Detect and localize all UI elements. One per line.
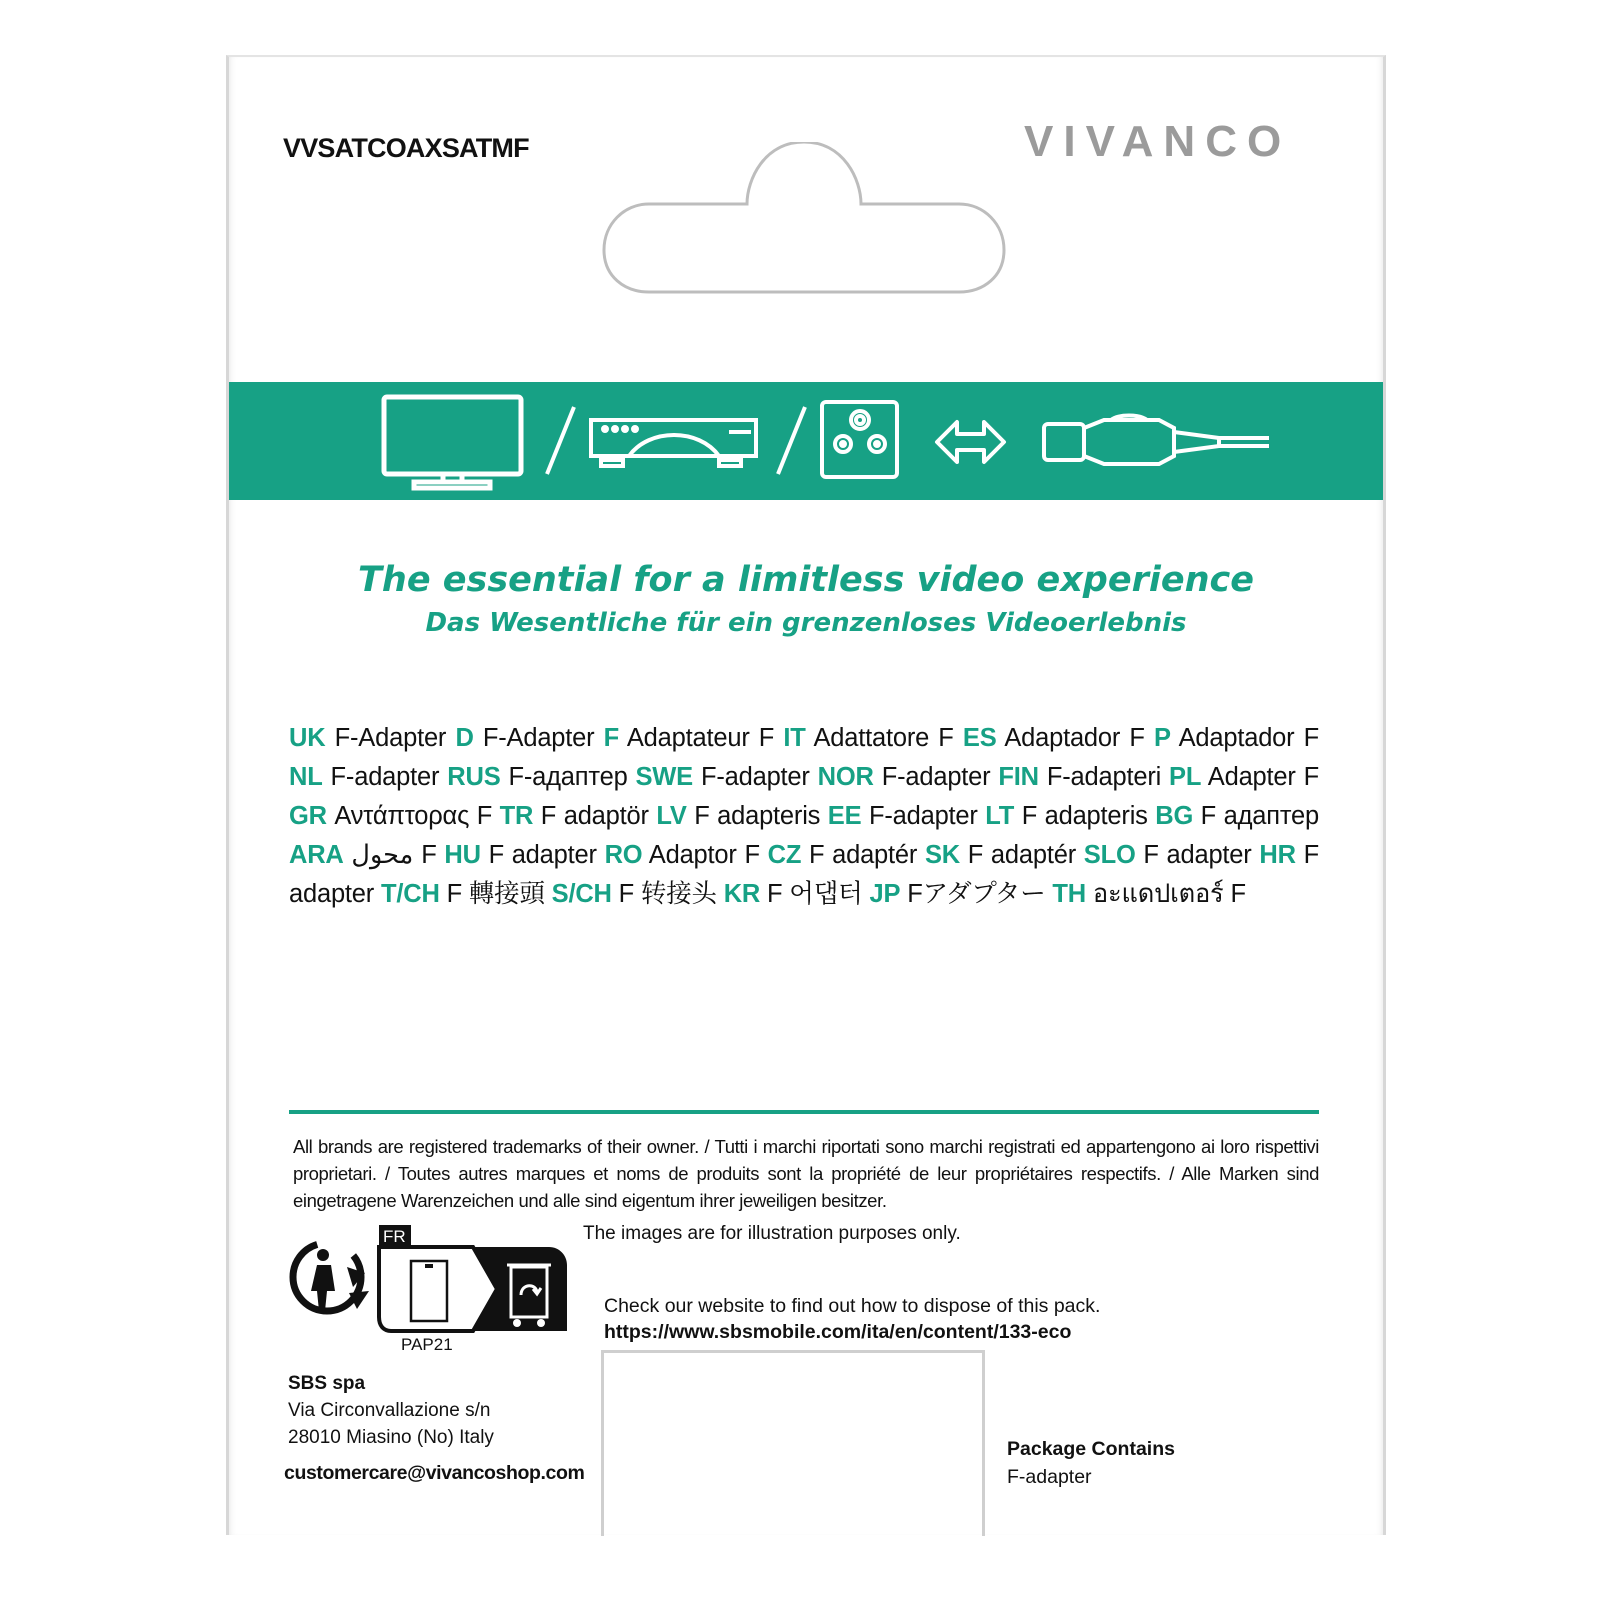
company-street: Via Circonvallazione s/n [288,1400,491,1421]
language-translation: F adaptör [540,802,649,830]
language-translation: F adapter [488,841,597,869]
language-code: RUS [447,763,501,791]
slash-divider [778,407,805,474]
language-code: EE [827,802,862,830]
language-translation: อะแดปเตอร์ F [1092,880,1246,908]
disposal-text: Check our website to find out how to dispose of this pack. [604,1295,1101,1317]
language-code: TR [499,802,534,830]
language-code: JP [869,880,901,908]
language-translation: F-adapteri [1046,763,1162,791]
icon-band [229,382,1383,500]
language-translation: F-adapter [700,763,810,791]
language-translation: F adaptér [967,841,1076,869]
language-translation: F-Adapter [482,724,595,752]
language-translation: Fアダプター [907,880,1046,908]
package-back [226,55,1386,1535]
language-translation: F 어댑터 [767,880,863,908]
set-top-box-icon [591,420,756,466]
language-code: ES [962,724,997,752]
language-translation: F-adapter [881,763,991,791]
recycling-country: FR [383,1227,406,1246]
slash-divider [547,407,574,474]
language-list [289,719,1319,914]
language-translation: Adaptor F [648,841,760,869]
legal-trademark-text: All brands are registered trademarks of their owner. / Tutti i marchi riportati sono marchi registrati ed appartengono ai loro rispettivi proprietari. / Toutes autres marques et noms de produits sont la propriété de leur propriétaires respectifs. / Alle Marken sind eingetragene Warenzeichen und alle sind eigentum ihrer jeweiligen besitzer. [293,1136,1319,1211]
language-translation: F adaptér [808,841,918,869]
language-translation: Adapter F [1207,763,1320,791]
language-code: CZ [767,841,802,869]
language-translation: F-Adapter [334,724,447,752]
language-code: SLO [1083,841,1136,869]
brand-logo: VIVANCO [1024,117,1292,166]
company-city: 28010 Miasino (No) Italy [288,1427,494,1448]
language-translation: محول F [351,841,437,869]
language-translation: Adaptateur F [626,724,775,752]
disposal-info [604,1293,1100,1345]
language-code: TH [1052,880,1086,908]
language-translation: F 转接头 [618,880,717,908]
language-translation: F adapteris [1021,802,1148,830]
language-translation: F-адаптер [508,763,628,791]
language-code: PL [1169,763,1202,791]
language-translation: Adaptador F [1178,724,1320,752]
recycling-info-icon [287,1221,572,1336]
language-code: RO [604,841,643,869]
hang-hole-icon [589,142,1019,302]
language-translation: F 轉接頭 [446,880,545,908]
f-connector-cable-icon [1044,416,1269,465]
language-code: T/CH [380,880,440,908]
language-code: KR [723,880,761,908]
language-code: S/CH [551,880,612,908]
sku-code: VVSATCOAXSATMF [283,133,529,163]
language-code: LV [656,802,687,830]
language-code: IT [783,724,806,752]
tagline-english: The essential for a limitless video experience [358,560,1254,600]
package-item: F-adapter [1007,1466,1092,1488]
language-code: HR [1259,841,1296,869]
company-address [288,1370,494,1451]
language-translation: F адаптер [1200,802,1319,830]
language-code: FIN [998,763,1039,791]
language-code: GR [289,802,327,830]
language-translation: F adapter [1143,841,1252,869]
illustration-note: The images are for illustration purposes only. [583,1223,961,1244]
triman-icon [293,1243,369,1311]
language-code: LT [985,802,1015,830]
package-heading: Package Contains [1007,1438,1175,1460]
language-code: BG [1155,802,1194,830]
language-translation: F adapter [289,841,1319,908]
double-arrow-icon [937,422,1004,462]
language-translation: F-adapter [868,802,978,830]
language-code: SK [924,841,960,869]
language-translation: F-adapter [330,763,440,791]
language-translation: Adattatore F [813,724,954,752]
material-code: PAP21 [401,1335,453,1354]
language-translation: Αντάπτορας F [334,802,493,830]
accent-divider [289,1110,1319,1114]
language-code: HU [444,841,481,869]
company-name: SBS spa [288,1373,366,1394]
language-code: NOR [817,763,874,791]
package-contents [1007,1435,1175,1491]
antenna-wall-socket-icon [822,402,897,477]
language-translation: Adaptador F [1004,724,1145,752]
language-code: P [1153,724,1171,752]
language-code: NL [289,763,323,791]
language-code: SWE [635,763,693,791]
tagline-german: Das Wesentliche für ein grenzenloses Videoerlebnis [425,608,1187,638]
language-translation: F adapteris [694,802,821,830]
disposal-link[interactable]: https://www.sbsmobile.com/ita/en/content/133-eco [604,1321,1072,1343]
language-code: D [455,724,474,752]
tv-icon [384,397,521,488]
support-email[interactable]: customercare@vivancoshop.com [284,1462,585,1484]
barcode-window [601,1350,985,1536]
language-code: UK [289,724,326,752]
language-code: F [603,724,620,752]
language-code: ARA [289,841,344,869]
